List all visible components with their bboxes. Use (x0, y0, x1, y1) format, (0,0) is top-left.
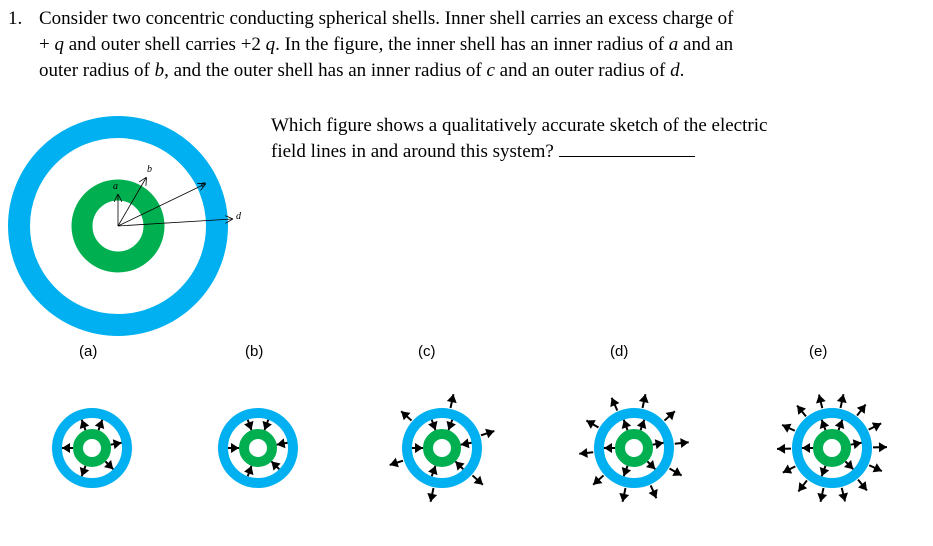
field-arrow-outer (798, 480, 807, 491)
field-arrow-inner (95, 420, 104, 430)
field-arrow-inner (447, 420, 456, 430)
option-label-e: (e) (809, 343, 828, 360)
field-arrow-outer (639, 394, 649, 408)
field-arrow-outer (797, 406, 806, 417)
radius-label-d: d (236, 211, 241, 222)
field-arrow-inner (820, 420, 829, 430)
answer-blank[interactable] (559, 139, 695, 157)
field-arrow-outer (783, 465, 796, 474)
field-arrow-outer (401, 411, 411, 420)
option-label-d: (d) (610, 343, 629, 360)
field-arrow-outer (447, 394, 457, 408)
field-arrow-outer (869, 423, 882, 432)
inner-shell (78, 434, 106, 462)
problem-line-3: outer radius of b, and the outer shell has an inner radius of c and an outer radius of d. (39, 60, 685, 81)
inner-shell (244, 434, 272, 462)
field-arrow-inner (820, 466, 829, 476)
radius-label-c: c (201, 179, 206, 190)
radius-label-b: b (147, 164, 152, 175)
field-arrow-outer (472, 475, 482, 484)
field-arrow-inner (228, 443, 239, 453)
field-arrow-inner (851, 439, 862, 449)
option-figure-c[interactable] (387, 398, 497, 508)
option-label-a: (a) (79, 343, 98, 360)
field-arrow-outer (670, 467, 682, 476)
option-figure-b[interactable] (203, 398, 313, 508)
field-arrow-outer (782, 424, 795, 433)
field-arrow-outer (837, 394, 847, 408)
field-arrow-outer (675, 438, 689, 448)
option-label-b: (b) (245, 343, 264, 360)
main-shell-figure (2, 104, 242, 344)
option-figure-a[interactable] (37, 398, 147, 508)
question-text (271, 113, 767, 165)
inner-shell (620, 434, 648, 462)
field-arrow-inner (80, 420, 89, 430)
field-arrow-inner (80, 466, 89, 476)
problem-line-2: + q and outer shell carries +2 q. In the figure, the inner shell has an inner radius of a and an (39, 34, 734, 55)
problem-line-1: Consider two concentric conducting spherical shells. Inner shell carries an excess charge of (39, 8, 734, 29)
field-arrow-outer (593, 475, 603, 484)
field-arrow-inner (277, 438, 288, 448)
inner-shell (428, 434, 456, 462)
field-arrow-outer (869, 463, 882, 472)
field-arrow-outer (664, 411, 674, 420)
field-arrow-outer (858, 480, 867, 491)
field-arrow-inner (428, 420, 437, 430)
field-arrow-inner (604, 443, 615, 453)
option-figure-d[interactable] (579, 398, 689, 508)
field-arrow-inner (428, 466, 437, 476)
option-label-c: (c) (418, 343, 436, 360)
field-arrow-outer (579, 448, 593, 458)
field-arrow-outer (427, 488, 437, 502)
field-arrow-outer (586, 420, 598, 429)
question-line-1: Which figure shows a qualitatively accurate sketch of the electric (271, 115, 768, 136)
field-arrow-outer (390, 458, 403, 468)
field-arrow-outer (873, 442, 887, 452)
field-arrow-outer (649, 485, 658, 498)
field-arrow-outer (777, 444, 791, 454)
field-arrow-inner (62, 443, 73, 453)
field-arrow-outer (619, 488, 629, 502)
field-arrow-inner (835, 420, 844, 430)
field-arrow-outer (838, 488, 848, 502)
field-arrow-inner (622, 420, 631, 430)
field-arrow-inner (412, 443, 423, 453)
option-figure-e[interactable] (777, 398, 887, 508)
field-arrow-inner (622, 466, 631, 476)
field-arrow-inner (802, 443, 813, 453)
problem-number: 1. (8, 8, 23, 29)
inner-shell (818, 434, 846, 462)
field-arrow-inner (244, 466, 253, 476)
field-arrow-outer (817, 488, 827, 502)
field-arrow-inner (461, 438, 472, 448)
field-arrow-inner (653, 439, 664, 449)
field-arrow-inner (637, 420, 646, 430)
field-arrow-outer (481, 429, 494, 439)
field-arrow-outer (610, 398, 619, 411)
field-arrow-outer (816, 395, 826, 409)
field-arrow-outer (857, 404, 866, 415)
radius-label-a: a (113, 181, 118, 192)
field-arrow-inner (263, 420, 272, 430)
question-line-2: field lines in and around this system? (271, 139, 767, 165)
field-arrow-inner (244, 420, 253, 430)
field-arrow-inner (111, 439, 122, 449)
